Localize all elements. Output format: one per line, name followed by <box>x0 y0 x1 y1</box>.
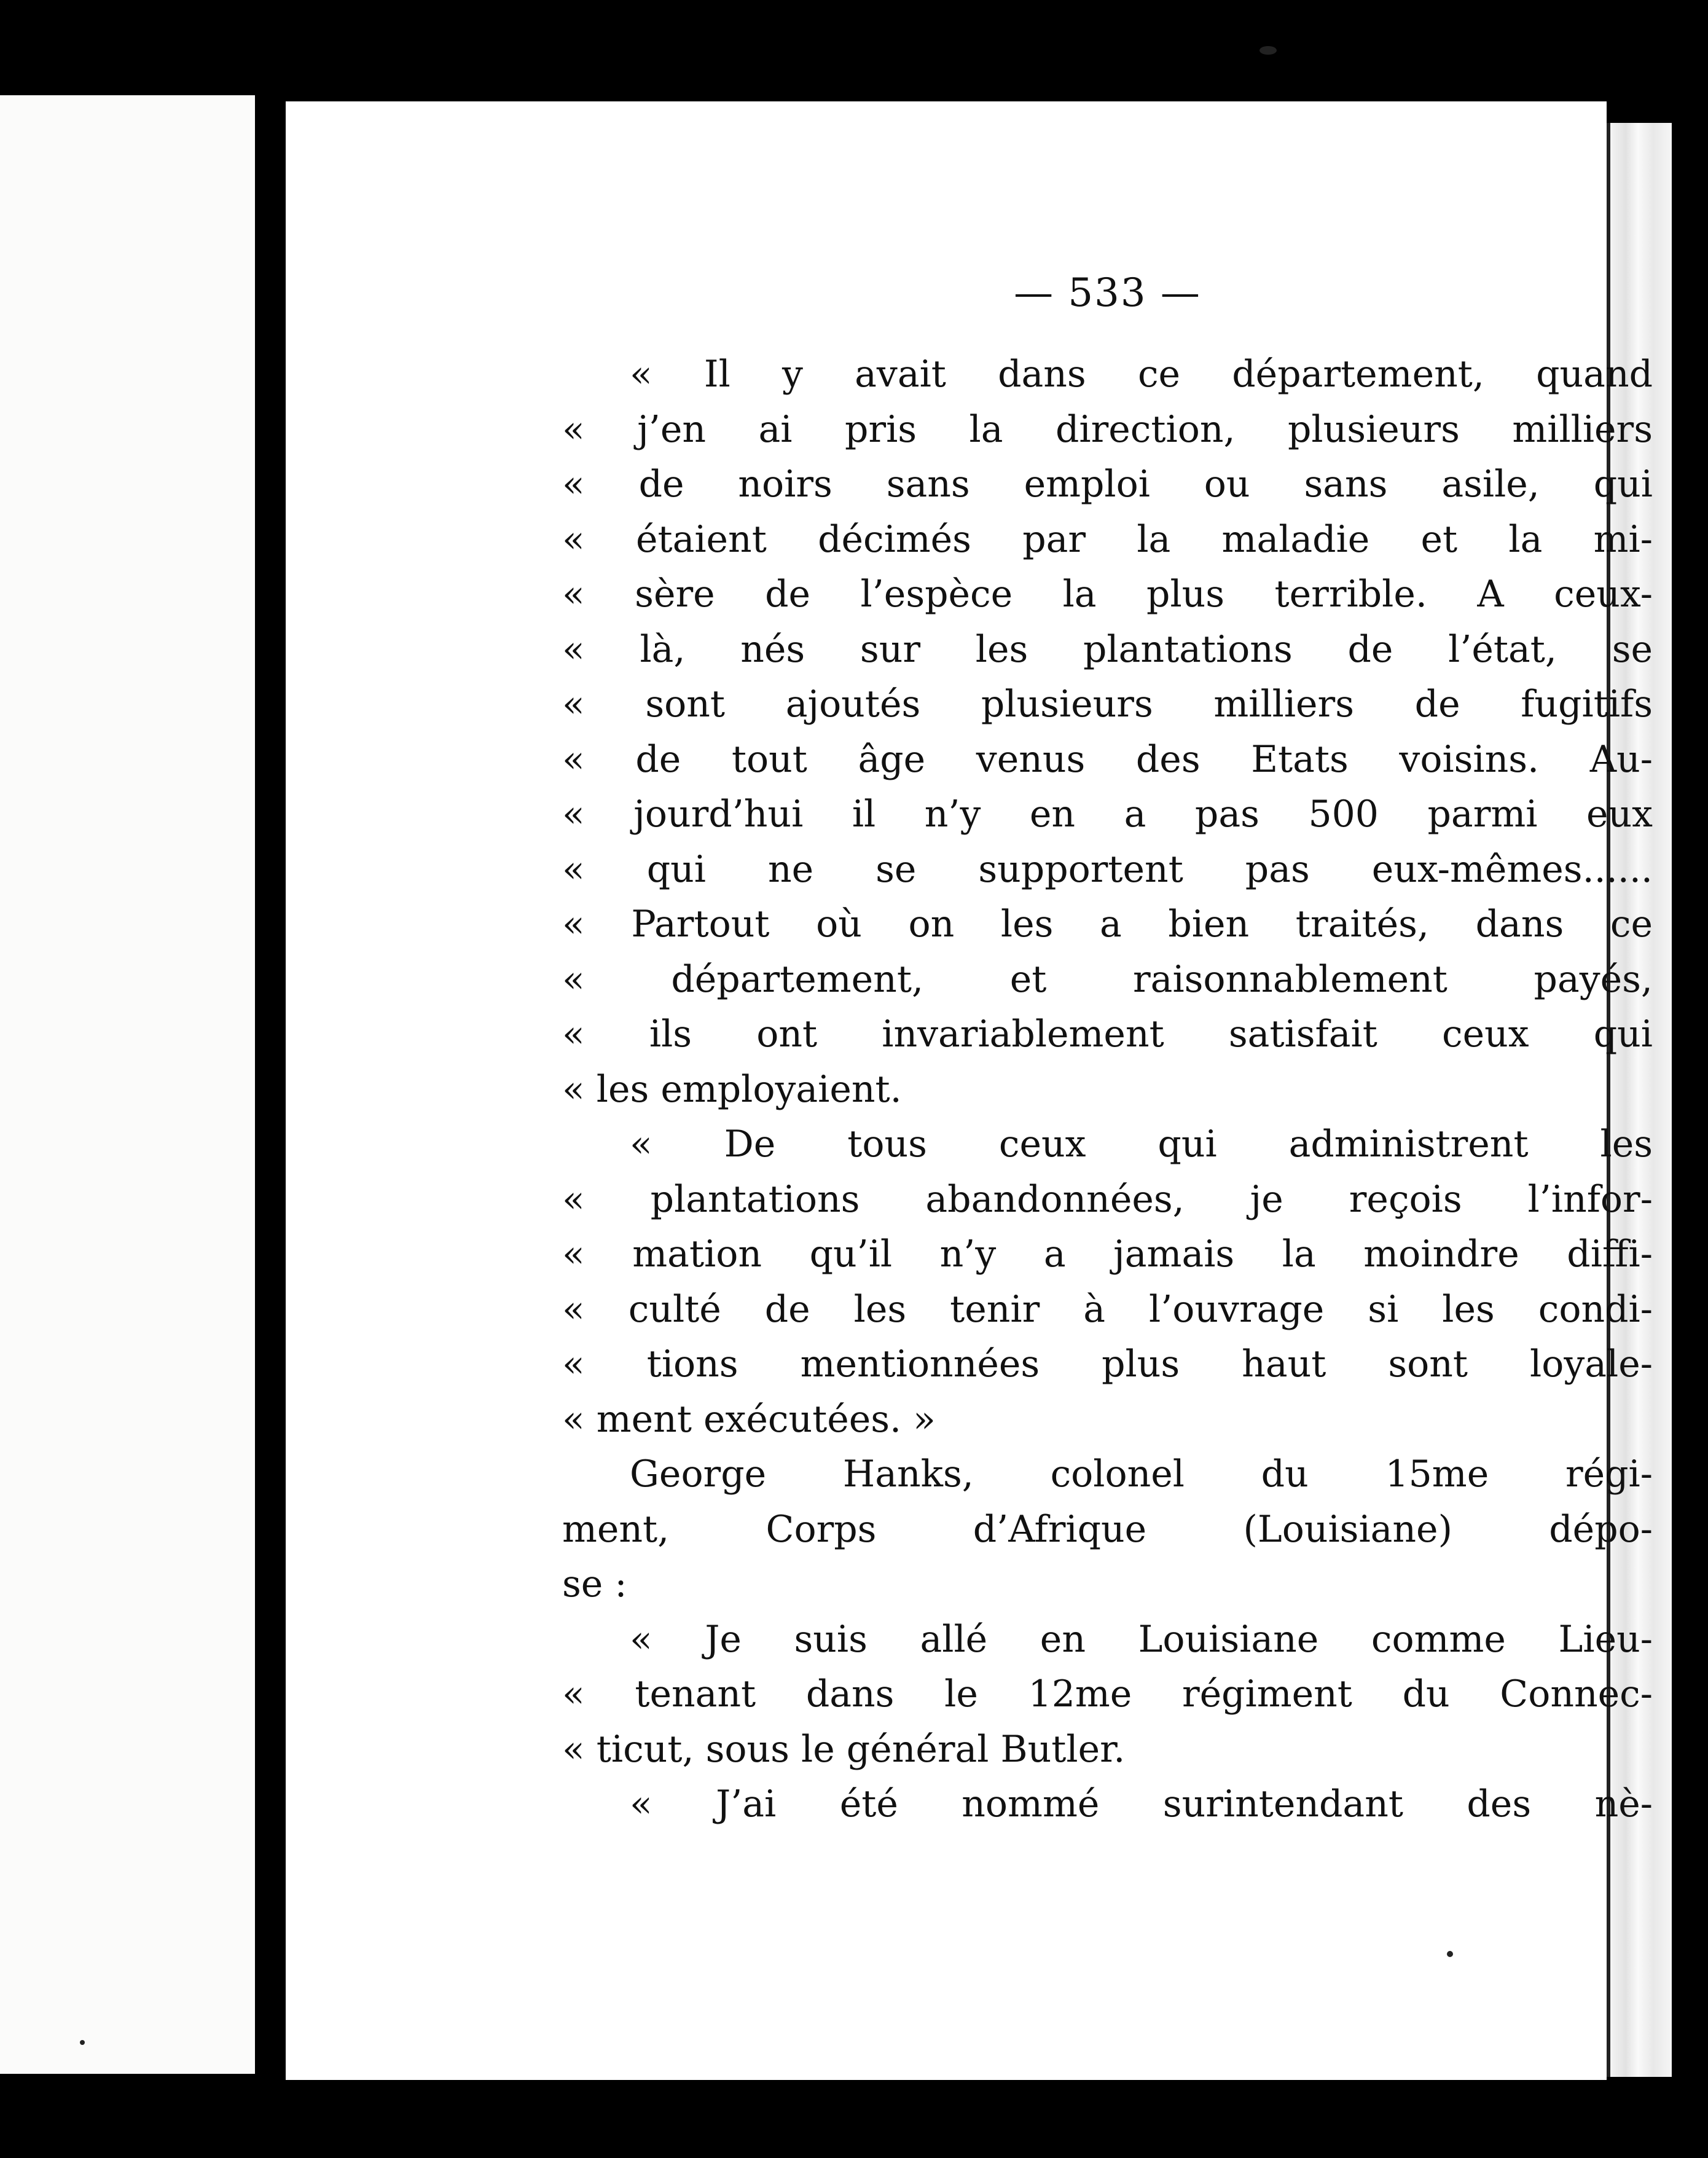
text-line: « étaient décimés par la maladie et la mi- <box>562 517 1653 561</box>
text-line: « tenant dans le 12me régiment du Connec- <box>562 1673 1653 1716</box>
text-line: « qui ne se supportent pas eux-mêmes...... <box>562 847 1653 891</box>
text-line: « sont ajoutés plusieurs milliers de fugitifs <box>562 683 1653 726</box>
page-number: — 533 — <box>1014 270 1201 316</box>
scan-speck <box>1259 46 1277 55</box>
text-line: « là, nés sur les plantations de l’état, se <box>562 627 1653 671</box>
text-line: « ils ont invariablement satisfait ceux qui <box>562 1013 1653 1056</box>
facing-page <box>0 95 255 2074</box>
text-line: « plantations abandonnées, je reçois l’infor- <box>562 1177 1653 1221</box>
text-line: « culté de les tenir à l’ouvrage si les condi- <box>562 1287 1653 1331</box>
scan-speck <box>80 2040 85 2045</box>
text-line: « Partout où on les a bien traités, dans ce <box>562 903 1653 946</box>
book-gutter <box>255 95 286 2074</box>
scan-speck <box>1447 1951 1453 1957</box>
text-line: « Il y avait dans ce département, quand <box>630 353 1653 396</box>
text-line: « les employaient. <box>562 1067 902 1111</box>
text-line: « J’ai été nommé surintendant des nè- <box>630 1783 1653 1826</box>
text-line: « mation qu’il n’y a jamais la moindre diffi- <box>562 1233 1653 1276</box>
text-line: « ment exécutées. » <box>562 1397 936 1441</box>
text-line: « département, et raisonnablement payés, <box>562 957 1653 1001</box>
text-line: « de tout âge venus des Etats voisins. Au- <box>562 737 1653 781</box>
text-line: « jourd’hui il n’y en a pas 500 parmi eux <box>562 793 1653 836</box>
page-body <box>562 347 1653 1832</box>
text-line: se : <box>562 1563 627 1606</box>
text-line: « ticut, sous le général Butler. <box>562 1727 1126 1771</box>
book-page <box>286 101 1653 2080</box>
text-line: « sère de l’espèce la plus terrible. A ceux- <box>562 573 1653 616</box>
text-line: « tions mentionnées plus haut sont loyale- <box>562 1343 1653 1386</box>
text-line: ment, Corps d’Afrique (Louisiane) dépo- <box>562 1507 1653 1551</box>
text-line: « Je suis allé en Louisiane comme Lieu- <box>630 1617 1653 1661</box>
text-line: George Hanks, colonel du 15me régi- <box>630 1453 1653 1496</box>
text-line: « j’en ai pris la direction, plusieurs milliers <box>562 407 1653 451</box>
text-line: « De tous ceux qui administrent les <box>630 1123 1653 1166</box>
text-line: « de noirs sans emploi ou sans asile, qui <box>562 463 1653 506</box>
